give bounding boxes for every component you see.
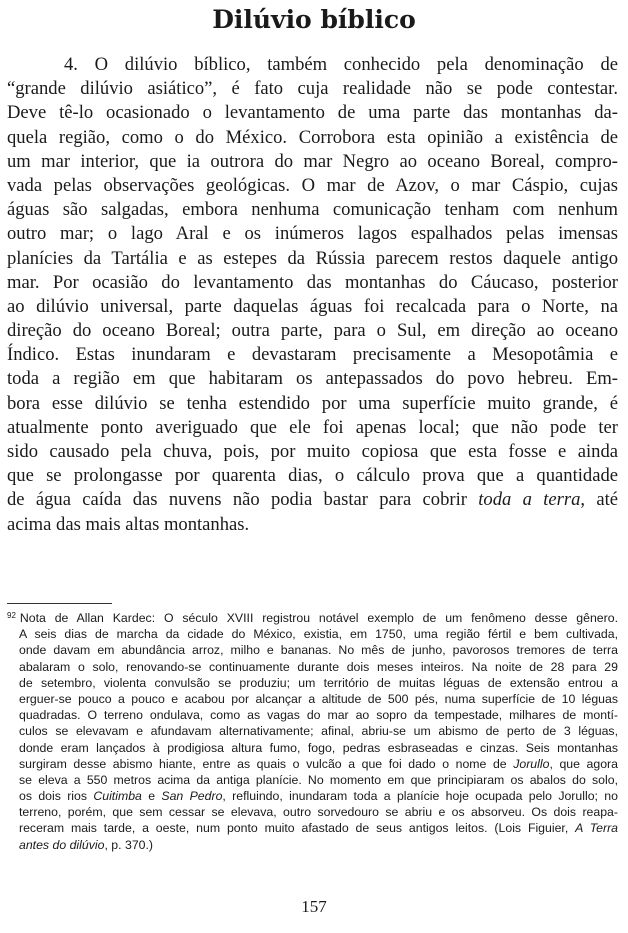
paragraph-line: “grande dilúvio asiático”, é fato cuja realidade não se pode contestar. (7, 78, 618, 100)
footnote-divider (7, 603, 112, 604)
paragraph-line: Índico. Estas inundaram e devastaram precisamente a Mesopotâmia e (7, 344, 618, 366)
footnote-line (7, 756, 618, 772)
text-segment: os dois rios (19, 789, 94, 804)
emphasis-text: A Terra (575, 821, 618, 836)
paragraph-line: quela região, como o do México. Corrobora esta opinião a existência de (7, 126, 618, 148)
footnote-line: de setembro, violenta convulsão se produziu; um território de muitas léguas de extensão entrou a (19, 675, 618, 690)
footnote-marker: 92 (7, 611, 16, 620)
footnote-line: terreno, porém, que sem cessar se elevava, outro sorvedouro se abriu e os absorveu. Os dois reapa- (19, 805, 618, 820)
text-segment: surgiram desse abismo hiante, entre as quais o vulcão a que foi dado o nome de (19, 756, 514, 771)
emphasis-text: Jorullo (513, 756, 550, 771)
footnote-line (7, 837, 618, 853)
paragraph-line: vada pelas observações geológicas. O mar de Azov, o mar Cáspio, cujas (7, 174, 618, 196)
paragraph-line: que se prolongasse por quarenta dias, o cálculo prova que a quantidade (7, 465, 618, 487)
paragraph-line: águas são salgadas, embora nenhuma comunicação tenham com nenhum (7, 199, 618, 221)
text-segment: , até (580, 489, 619, 511)
paragraph-line: um mar interior, que ia outrora do mar Negro ao oceano Boreal, compro- (7, 150, 618, 172)
footnote-line (7, 610, 618, 626)
text-segment: , p. 370.) (104, 837, 154, 852)
text-segment: , refluindo, inundaram toda a planície hoje ocupada pelo Jorullo; no (222, 789, 618, 804)
text-segment: Nota de Allan Kardec: O século XVIII registrou notável exemplo de um fenômeno desse gênero. (19, 611, 618, 625)
emphasis-text: toda a terra (478, 489, 581, 511)
footnote-line (7, 820, 618, 836)
emphasis-text: San Pedro (161, 789, 223, 804)
emphasis-text: Cuitimba (93, 789, 142, 804)
page-title: Dilúvio bíblico (212, 5, 416, 34)
paragraph-line: mar. Por ocasião do levantamento das montanhas do Cáucaso, posterior (7, 271, 618, 293)
footnote-line: abalaram o solo, renovando-se continuamente durante dois meses inteiros. Na noite de 28 para 29 (19, 659, 618, 674)
paragraph-line: bora esse dilúvio se tenha estendido por uma superfície muito grande, é (7, 392, 618, 414)
emphasis-text: antes do dilúvio (19, 837, 105, 852)
paragraph-line: sido causado pela chuva, pois, por muito copiosa que esta fosse e ainda (7, 441, 618, 462)
footnote-line: se eleva a 550 metros acima da antiga planície. No momento em que principiaram os abalos do solo, (19, 772, 618, 787)
page-number: 157 (301, 897, 327, 916)
footnote-line: A seis dias de marcha da cidade do México, existia, em 1750, uma região fértil e bem cultivada, (19, 627, 618, 642)
footnote-line: donde eram lançados à prodigiosa altura fumo, fogo, pedras esbraseadas e cinzas. Seis montanhas (19, 740, 618, 755)
footnote-line: onde davam em abundância arroz, milho e bananas. No mês de junho, pavorosos tremores de terra (19, 643, 618, 658)
paragraph-line: Deve tê-lo ocasionado o levantamento de uma parte das montanhas da- (7, 102, 618, 124)
paragraph-line: atualmente ponto averiguado que ele foi apenas local; que não pode ter (7, 416, 618, 438)
text-segment: receram mais tarde, a oeste, num ponto muito afastado de seus antigos leitos. (Lois Figuier, (19, 821, 576, 836)
text-segment: de água caída das nuvens não podia bastar para cobrir (7, 489, 479, 511)
footnote (7, 610, 618, 853)
footnote-line: erguer-se pouco a pouco e acabou por alcançar a altitude de 500 pés, numa superfície de 10 léguas (19, 691, 618, 706)
paragraph-line: ao dilúvio universal, parte daquelas águas foi recalcada para o Norte, na (7, 295, 618, 317)
paragraph-line: outro mar; o lago Aral e os inúmeros lagos espalhados pelas imensas (7, 223, 618, 245)
text-segment: , que agora (549, 756, 618, 771)
footnote-line: culos se elevavam e afundavam alternativamente; afinal, abriu-se um abismo de perto de 3 léguas, (19, 724, 618, 739)
paragraph-line (7, 488, 618, 512)
paragraph-line: toda a região em que habitaram os antepassados do povo hebreu. Em- (7, 368, 618, 390)
paragraph-line: acima das mais altas montanhas. (7, 513, 250, 535)
footnote-line (7, 788, 618, 804)
paragraph-line: direção do oceano Boreal; outra parte, para o Sul, em direção ao oceano (7, 320, 618, 342)
text-segment: e (141, 789, 162, 804)
paragraph-line: 4. O dilúvio bíblico, também conhecido pela denominação de (64, 54, 618, 75)
footnote-line: quadradas. O terreno ondulava, como as vagas do mar ao sopro da tempestade, milhares de montí- (19, 708, 618, 723)
paragraph-line: planícies da Tartália e as estepes da Rússia parecem restos daquele antigo (7, 247, 618, 269)
main-paragraph (7, 53, 618, 537)
